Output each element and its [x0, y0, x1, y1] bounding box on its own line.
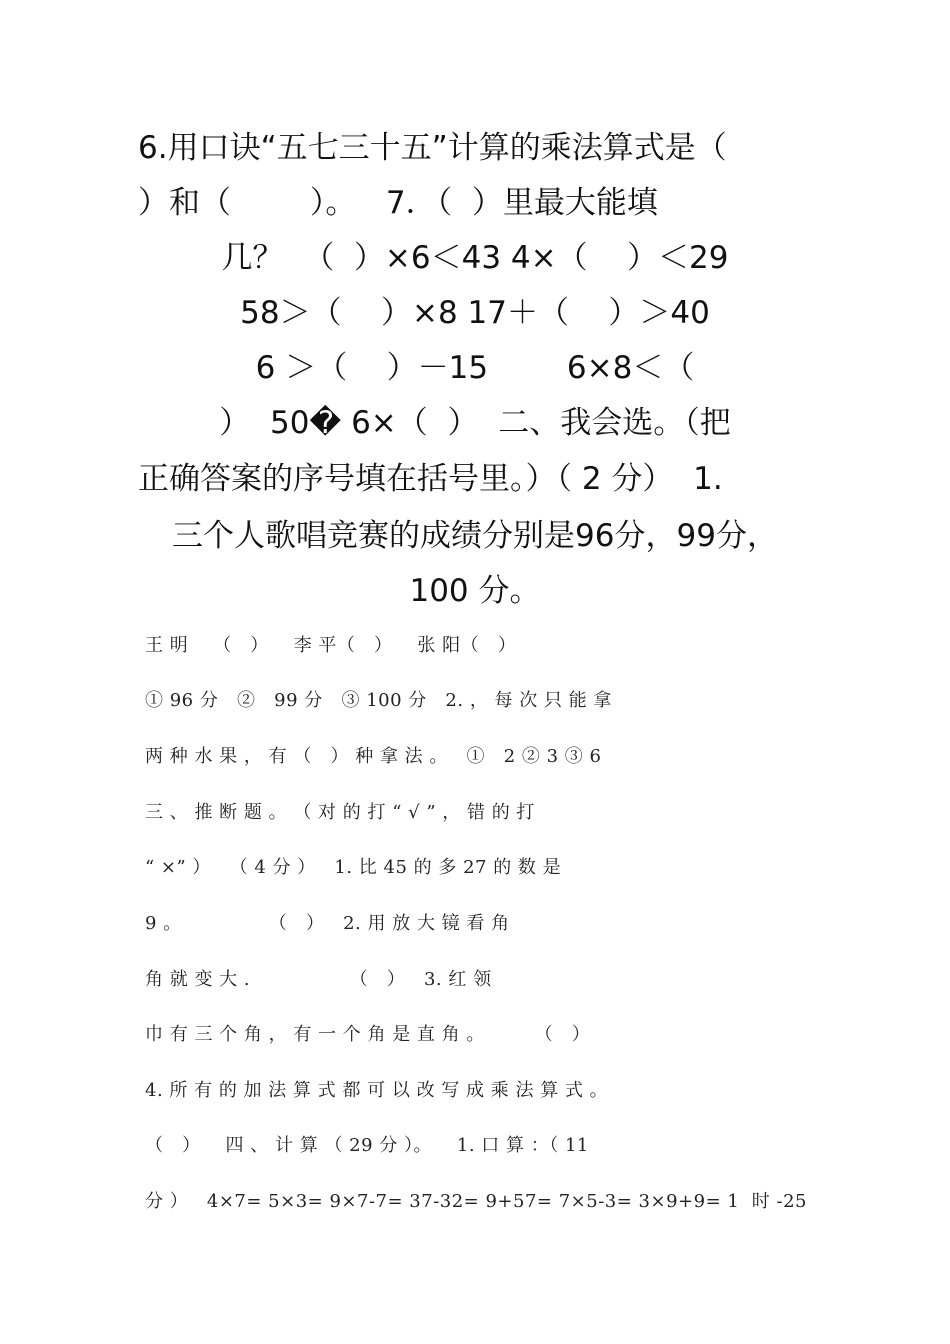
section-2-heading-line: ） 50� 6×（ ） 二、我会选。（把 — [219, 405, 731, 441]
question-7-line-1: 几？ （ ）×6＜43 4×（ ）＜29 — [221, 240, 729, 276]
section-2-instruction: 正确答案的序号填在括号里。）（ 2 分） 1. — [138, 461, 723, 497]
judge-3-line-2: 巾 有 三 个 角 ， 有 一 个 角 是 直 角 。 （ ） — [145, 1024, 591, 1045]
question-7-line-3: 6 ＞（ ）－15 6×8＜（ — [255, 350, 695, 386]
choice-options-line: ① 96 分 ② 99 分 ③ 100 分 2. ， 每 次 只 能 拿 — [145, 690, 612, 711]
choice-1-question: 三个人歌唱竞赛的成绩分别是96分，99分， — [172, 518, 778, 554]
judge-2-line: 9 。 （ ） 2. 用 放 大 镜 看 角 — [145, 913, 510, 934]
judge-4-line: 4. 所 有 的 加 法 算 式 都 可 以 改 写 成 乘 法 算 式 。 — [145, 1080, 609, 1101]
section-4-heading: （ ） 四 、 计 算 （ 29 分 ）。 1. 口 算 ：（ 11 — [145, 1135, 589, 1156]
choice-1-question-end: 100 分。 — [409, 573, 541, 609]
choice-2-line: 两 种 水 果 ， 有 （ ） 种 拿 法 。 ① 2 ② 3 ③ 6 — [145, 746, 602, 767]
mental-math-line: 分 ） 4×7= 5×3= 9×7-7= 37-32= 9+57= 7×5-3= 3×9+9= 1 时 -25 — [145, 1191, 807, 1212]
question-6-7-line: ）和（ ）。 7．（ ）里最大能填 — [138, 185, 658, 221]
judge-1-line: “ ×” ） （ 4 分 ） 1. 比 45 的 多 27 的 数 是 — [145, 857, 562, 878]
judge-3-line: 角 就 变 大 . （ ） 3. 红 领 — [145, 969, 492, 990]
question-7-line-2: 58＞（ ）×8 17＋（ ）＞40 — [240, 295, 710, 331]
section-3-heading: 三 、 推 断 题 。 （ 对 的 打 “ √ ” ， 错 的 打 — [145, 802, 535, 823]
question-6-line-1: 6.用口诀“五七三十五”计算的乘法算式是（ — [138, 130, 727, 166]
names-line: 王 明 （ ） 李 平（ ） 张 阳（ ） — [145, 635, 517, 656]
